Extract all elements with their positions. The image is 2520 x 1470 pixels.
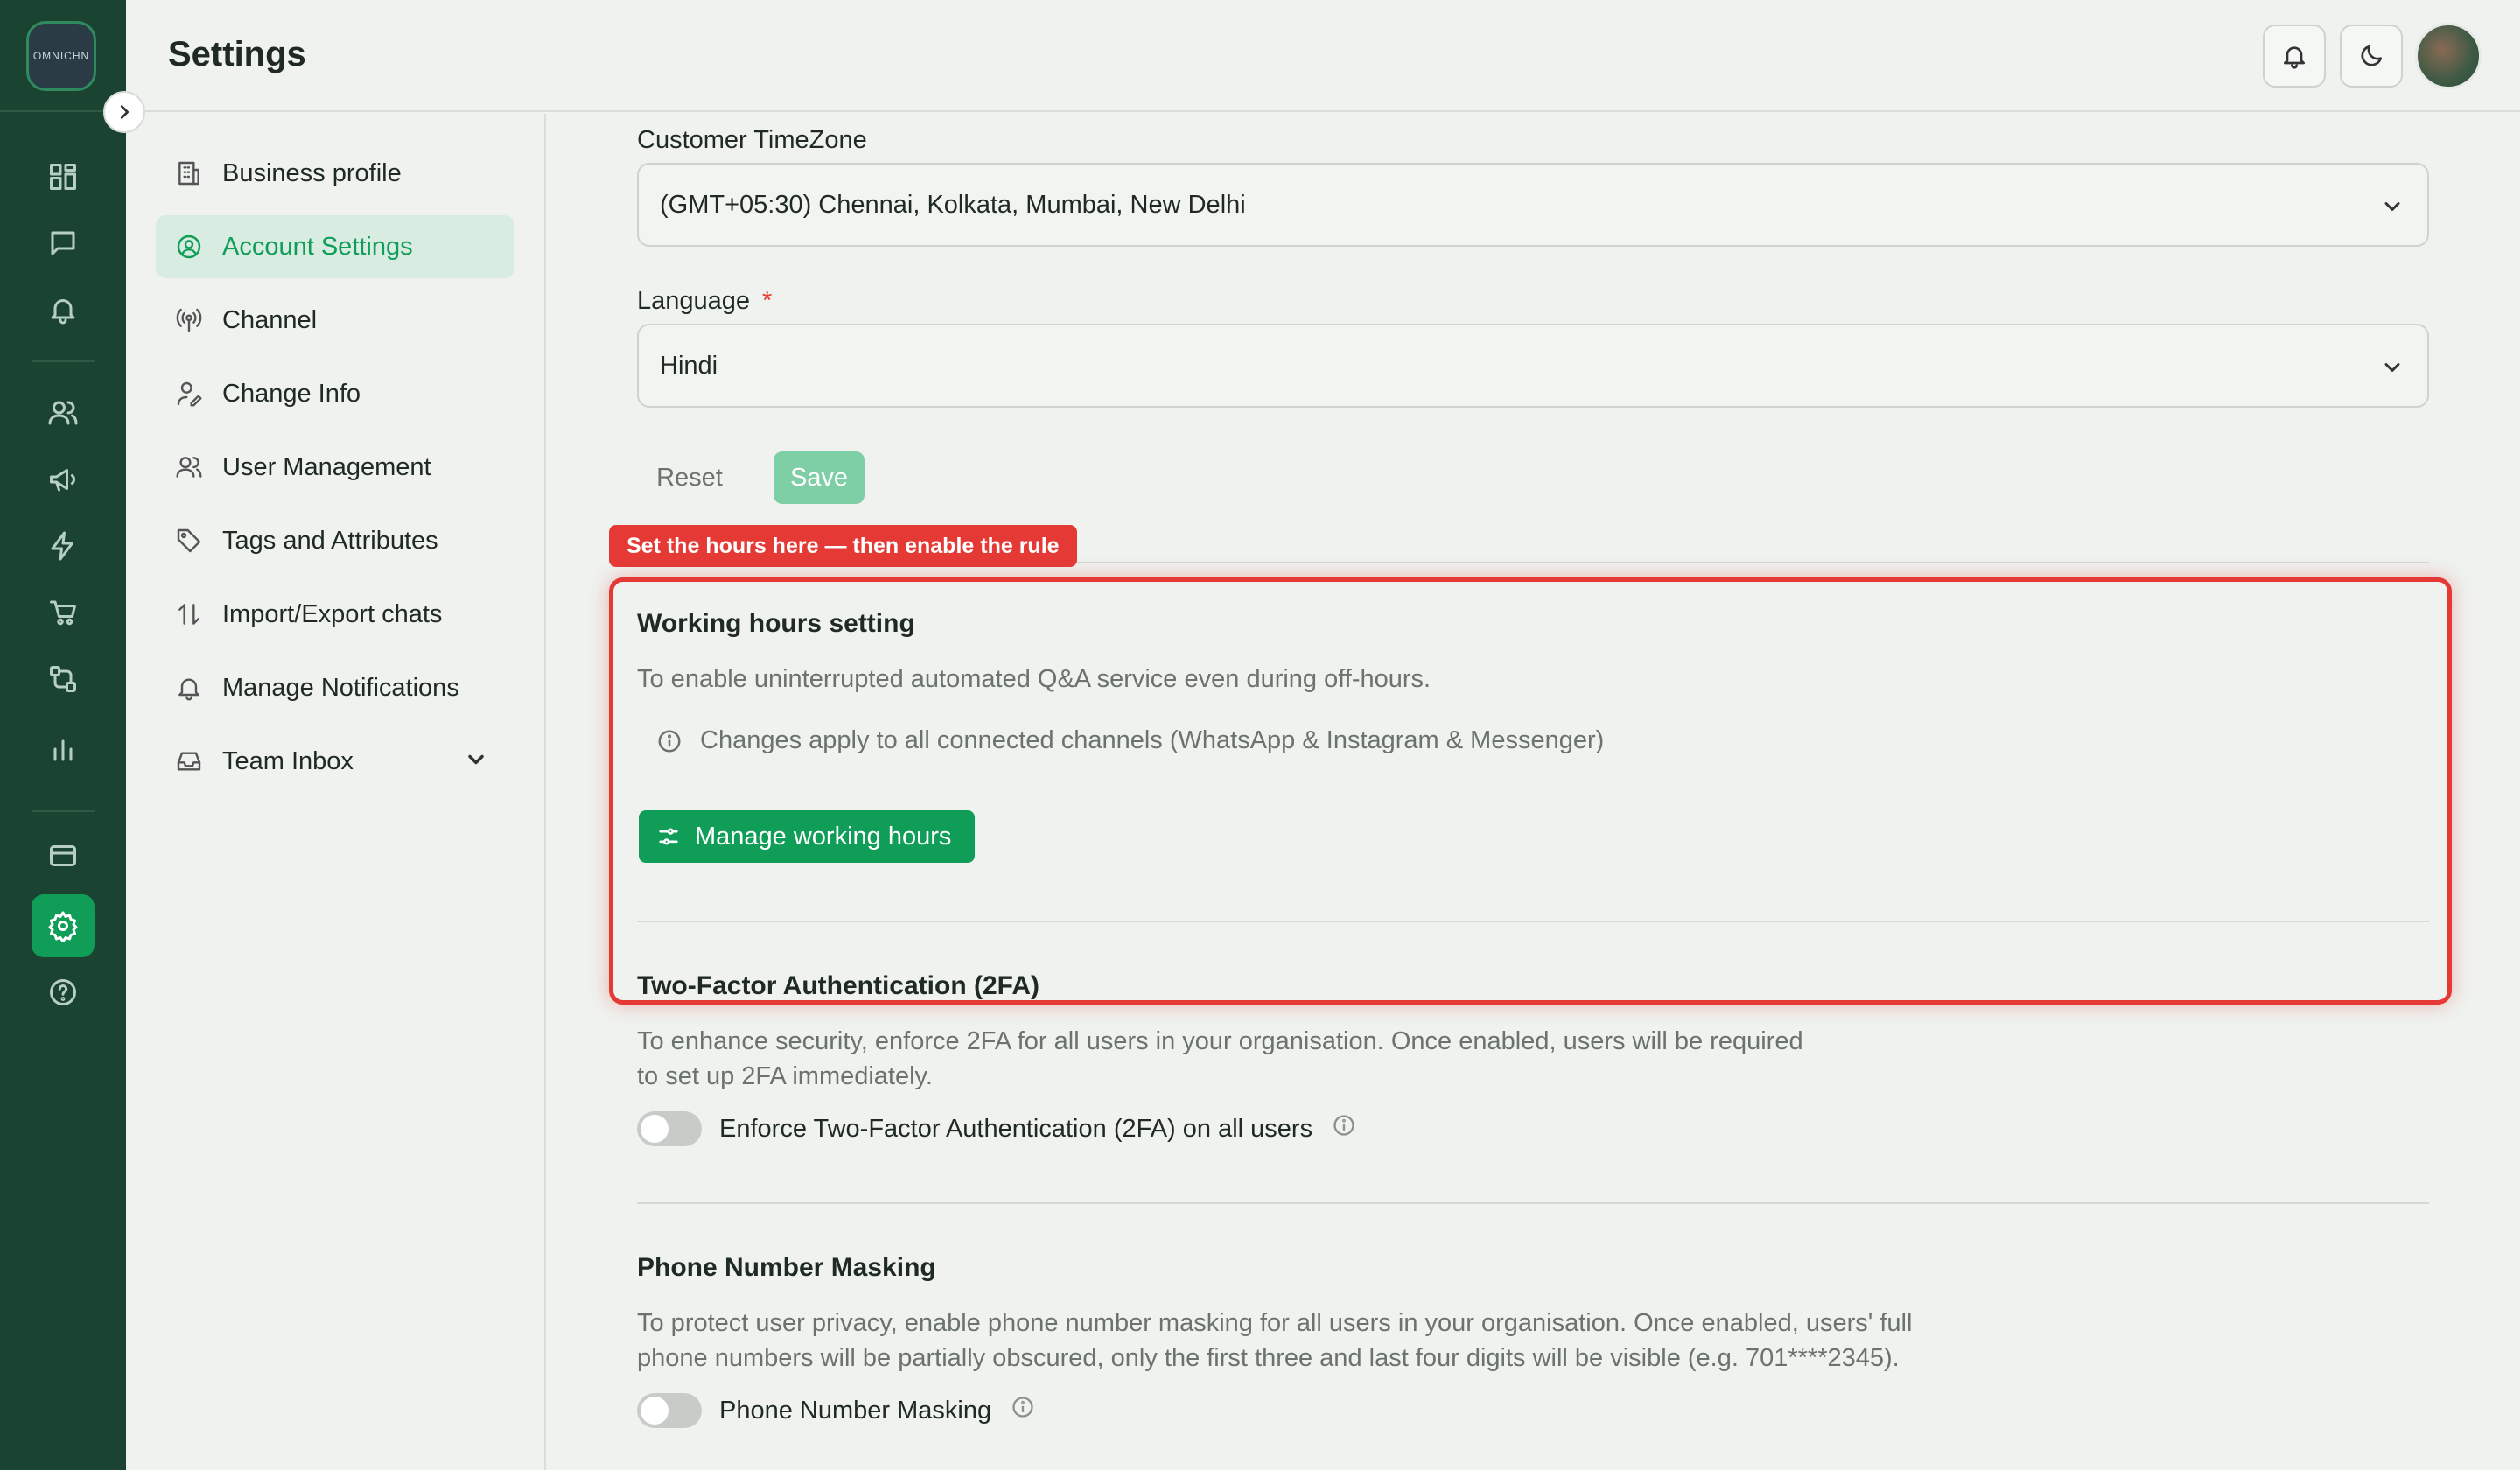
chat-icon[interactable] [32,212,94,275]
reset-button[interactable]: Reset [656,463,723,492]
arrows-updown-icon [175,600,203,628]
nav-item-label: Import/Export chats [222,599,443,628]
working-hours-info [656,726,1604,755]
two-factor-description-line: to set up 2FA immediately. [637,1062,933,1090]
broadcast-icon [175,306,203,334]
callout-tag: Set the hours here — then enable the rule [609,525,1077,567]
settings-nav [126,114,546,1470]
bell-icon [175,674,203,702]
theme-toggle-button[interactable] [2340,24,2403,88]
working-hours-highlight [609,578,2452,1004]
nav-item-label: User Management [222,452,431,481]
analytics-icon[interactable] [32,718,94,780]
avatar[interactable] [2415,23,2482,89]
info-icon[interactable] [1332,1113,1356,1144]
flows-icon[interactable] [32,648,94,710]
language-select[interactable] [637,324,2429,408]
two-factor-title: Two-Factor Authentication (2FA) [637,971,1040,1000]
bell-icon[interactable] [32,278,94,341]
nav-item-account-settings[interactable] [156,215,514,278]
working-hours-description: To enable uninterrupted automated Q&A service even during off-hours. [637,665,1432,693]
notifications-button[interactable] [2263,24,2326,88]
inbox-icon [175,747,203,775]
two-factor-description-line: To enhance security, enforce 2FA for all users in your organisation. Once enabled, users will be required [637,1027,1803,1055]
language-label-text: Language [637,287,751,315]
billing-icon[interactable] [32,824,94,887]
nav-item-label: Business profile [222,158,402,187]
sidebar-collapse-button[interactable] [103,91,145,133]
moon-icon [2357,42,2385,70]
help-icon[interactable] [32,961,94,1024]
bolt-icon[interactable] [32,514,94,578]
main-content [548,114,2520,1470]
user-edit-icon [175,380,203,408]
nav-item-change-info[interactable] [156,362,514,425]
manage-working-hours-button[interactable] [639,810,975,863]
nav-item-label: Account Settings [222,232,413,261]
timezone-select[interactable] [637,163,2429,247]
page-title: Settings [168,35,306,74]
nav-item-user-management[interactable] [156,436,514,499]
logo-text: OMNICHN [32,50,90,62]
manage-working-hours-label: Manage working hours [695,822,952,850]
nav-item-label: Change Info [222,379,361,408]
phone-masking-description-line: To protect user privacy, enable phone number masking for all users in your organisation. Once enabled, users' full [637,1309,1913,1337]
working-hours-title: Working hours setting [637,609,915,638]
users-icon [175,453,203,481]
nav-item-team-inbox[interactable] [156,730,514,793]
app-rail [0,0,126,1470]
rail-separator [32,360,94,362]
nav-item-label: Tags and Attributes [222,526,438,555]
app-logo[interactable] [26,21,96,91]
two-factor-toggle-row [637,1111,1356,1146]
info-icon [656,728,682,754]
phone-masking-description [637,1306,1912,1376]
nav-item-import-export[interactable] [156,583,514,646]
nav-item-business-profile[interactable] [156,142,514,205]
chevron-down-icon [2380,194,2404,226]
chevron-down-icon [2380,355,2404,387]
building-icon [175,159,203,187]
nav-item-tags-attributes[interactable] [156,509,514,572]
top-header [126,0,2520,112]
dashboard-icon[interactable] [32,145,94,208]
nav-item-channel[interactable] [156,289,514,352]
phone-masking-toggle-label: Phone Number Masking [719,1396,992,1424]
megaphone-icon[interactable] [32,448,94,511]
timezone-label: Customer TimeZone [637,126,867,154]
two-factor-toggle-label: Enforce Two-Factor Authentication (2FA) on all users [719,1114,1313,1143]
working-hours-info-text: Changes apply to all connected channels (WhatsApp & Instagram & Messenger) [700,726,1605,754]
settings-icon[interactable] [32,894,94,957]
cart-icon[interactable] [32,581,94,644]
tag-icon [175,527,203,555]
nav-item-label: Manage Notifications [222,673,459,702]
contacts-icon[interactable] [32,382,94,444]
required-mark: * [762,287,773,315]
chevron-right-icon [115,102,134,122]
nav-item-label: Channel [222,305,318,334]
two-factor-toggle[interactable] [637,1111,702,1146]
timezone-value: (GMT+05:30) Chennai, Kolkata, Mumbai, New Delhi [660,190,1246,219]
section-divider [637,920,2429,922]
two-factor-description [637,1024,1803,1094]
rail-separator [32,810,94,812]
phone-masking-toggle[interactable] [637,1393,702,1428]
section-divider [637,1202,2429,1204]
user-circle-icon [175,233,203,261]
phone-masking-description-line: phone numbers will be partially obscured, only the first three and last four digits will be visible (e.g. 701****2345). [637,1344,1900,1372]
chevron-down-icon[interactable] [464,747,488,776]
save-button[interactable]: Save [774,452,864,504]
info-icon[interactable] [1011,1395,1035,1426]
language-value: Hindi [660,351,718,380]
nav-item-manage-notifications[interactable] [156,656,514,719]
bell-icon [2280,42,2308,70]
sliders-icon [656,824,681,849]
nav-item-label: Team Inbox [222,746,354,775]
language-label [637,287,772,316]
phone-masking-title: Phone Number Masking [637,1253,936,1282]
phone-masking-toggle-row [637,1393,1035,1428]
